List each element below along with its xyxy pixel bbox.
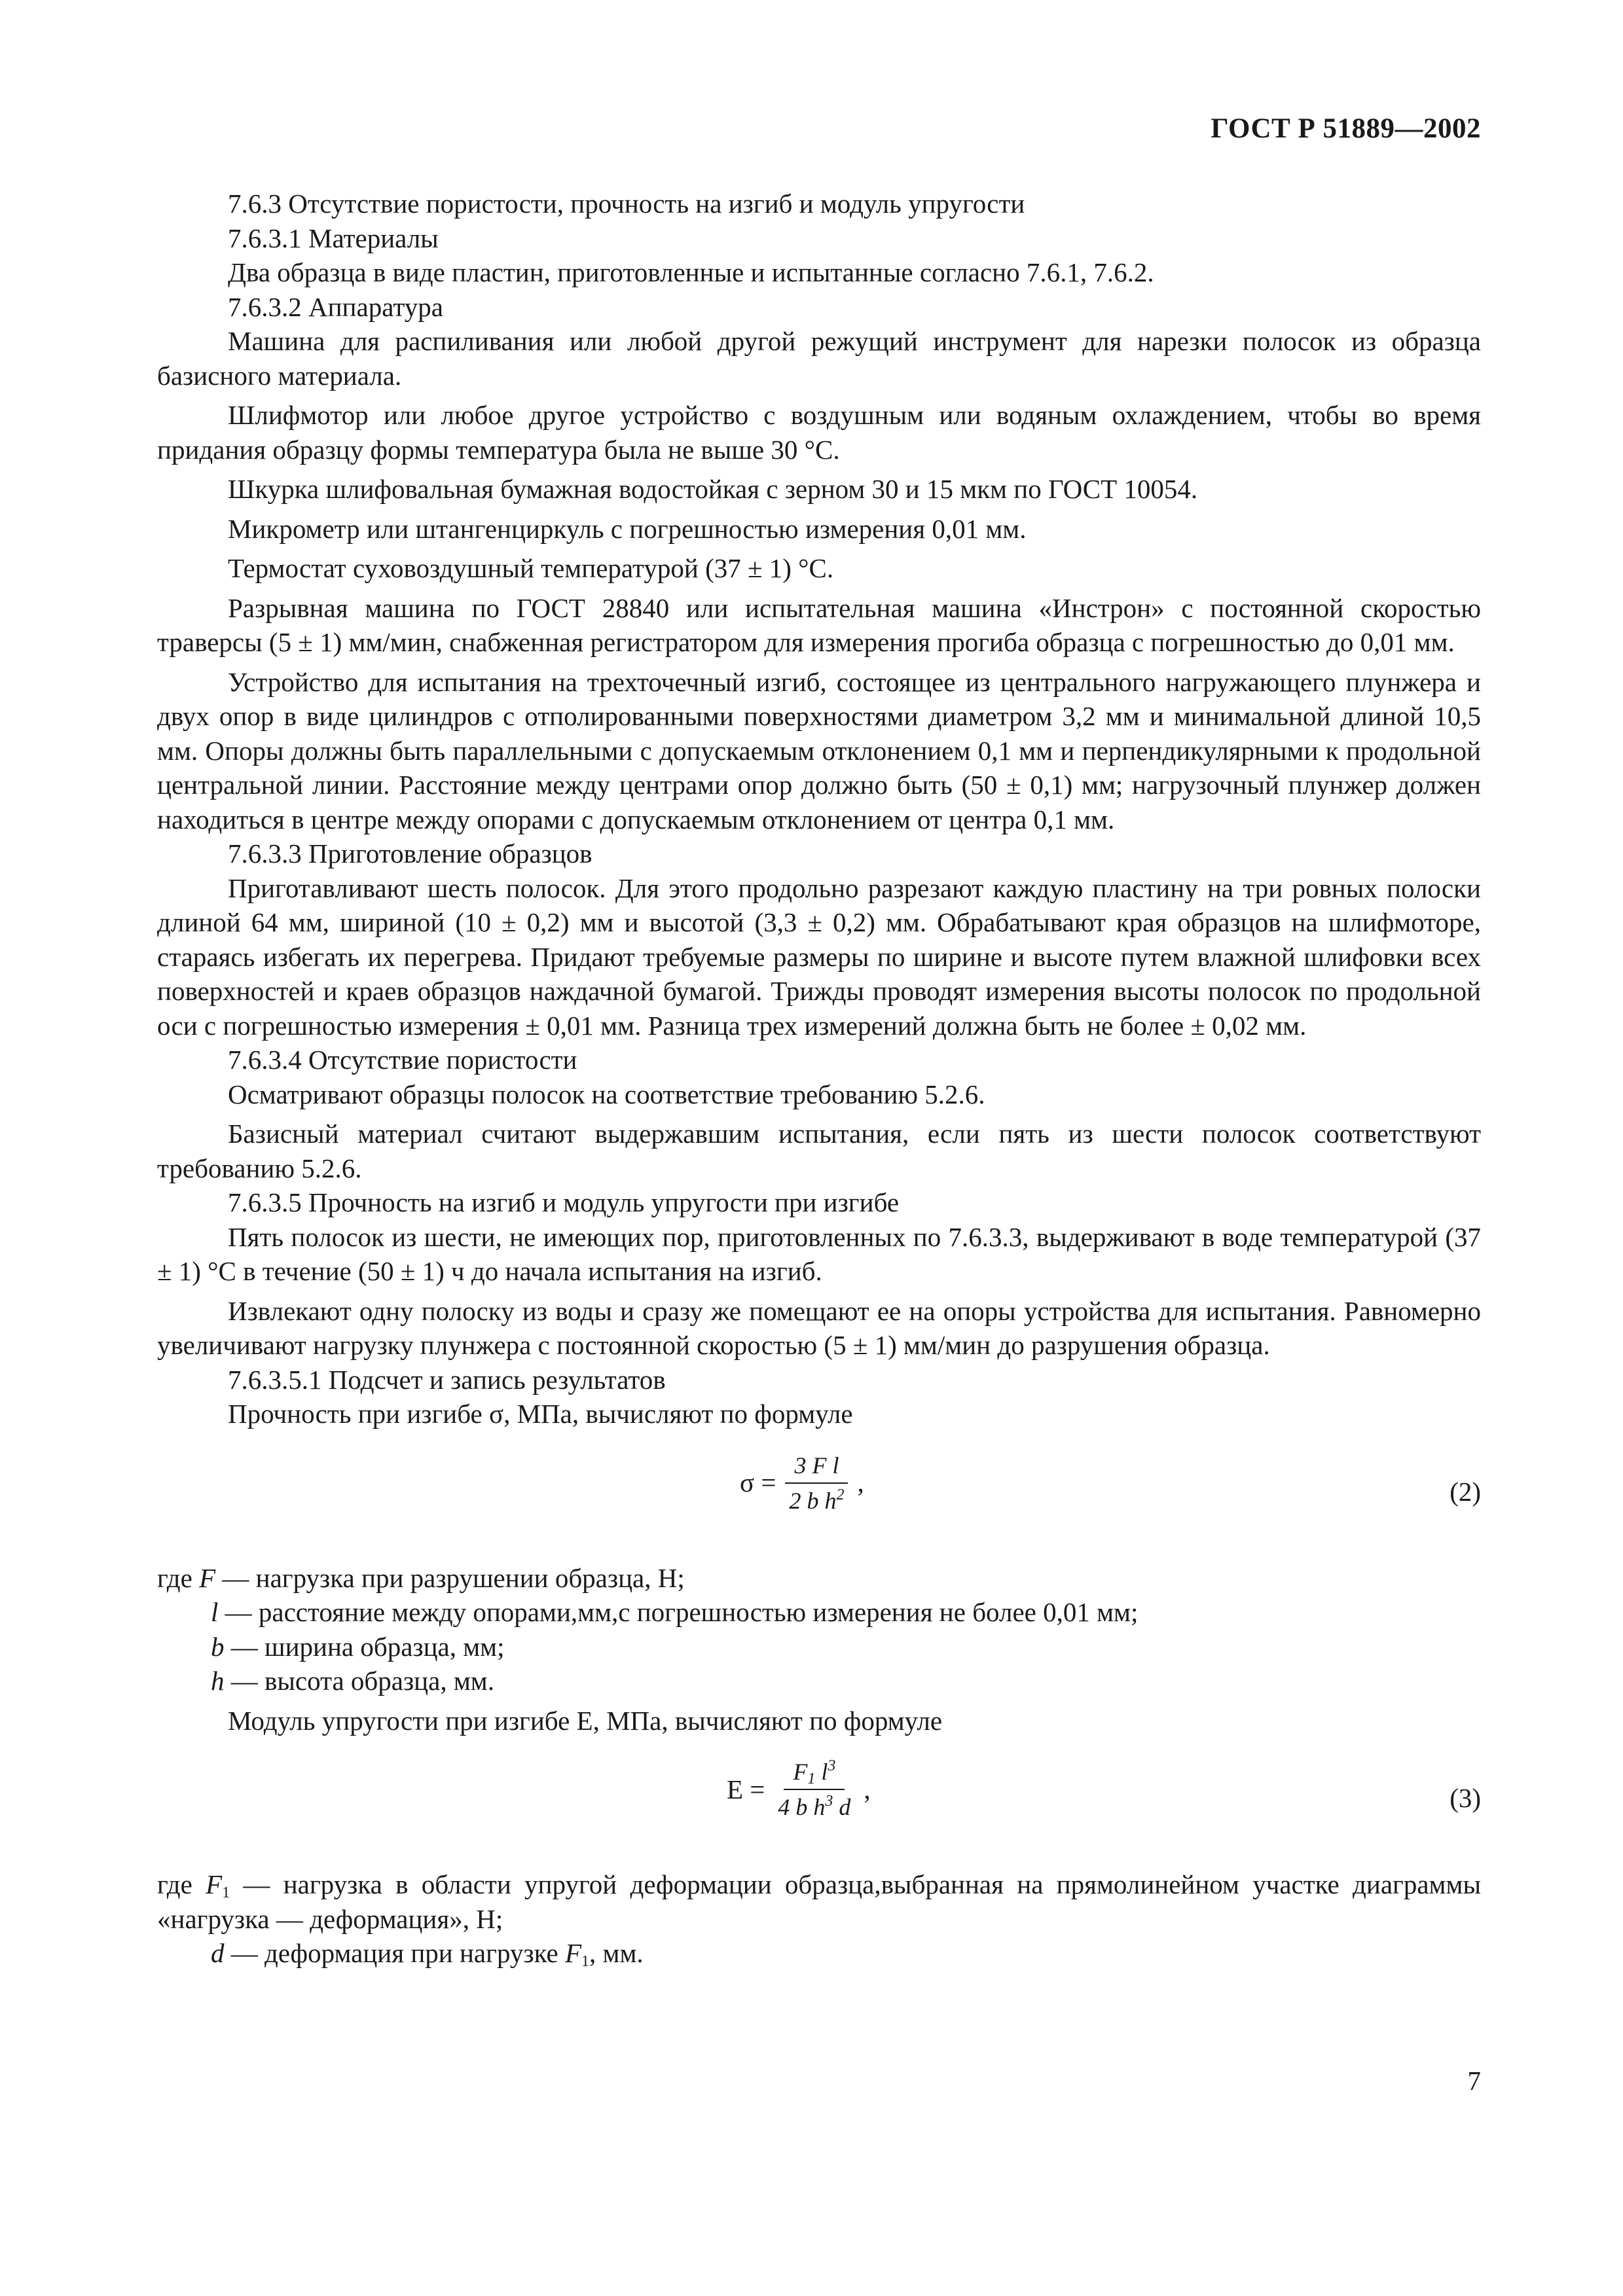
formula-3 [157,1749,1481,1848]
variable-symbol: l [211,1597,219,1627]
formula-2-lhs: σ = [740,1467,776,1498]
page-content [157,187,1481,1971]
subsection-heading: 7.6.3.4 Отсутствие пористости [228,1045,577,1075]
variable-symbol: h [211,1666,225,1696]
variable-description-end: , мм. [589,1938,644,1968]
paragraph: Прочность при изгибе σ, МПа, вычисляют по формуле [228,1399,853,1429]
variable-description: — высота образца, мм. [224,1666,494,1696]
variable-description: — нагрузка при разрушении образца, Н; [215,1562,685,1593]
formula-2-expression [740,1451,864,1515]
formula-2 [157,1443,1481,1541]
page-number: 7 [1467,2066,1481,2096]
paragraph: Два образца в виде пластин, приготовленные и испытанные согласно 7.6.1, 7.6.2. [228,257,1154,287]
paragraph: Шкурка шлифовальная бумажная водостойкая с зерном 30 и 15 мкм по ГОСТ 10054. [228,474,1198,504]
subsection-heading: 7.6.3.5 Прочность на изгиб и модуль упругости при изгибе [228,1187,900,1217]
formula-3-denominator [769,1790,860,1821]
where-list-item [157,1867,1481,1936]
document-header-standard: ГОСТ Р 51889—2002 [1211,113,1481,144]
variable-subscript: 1 [222,1884,230,1901]
formula-3-lhs: E = [727,1774,765,1804]
where-list-item [157,1664,1481,1698]
formula-3-denominator-exponent: 3 [825,1793,833,1810]
formula-3-number: (3) [1450,1783,1481,1813]
where-list-item [157,1561,1481,1596]
paragraph: Шлифмотор или любое другое устройство с воздушным или водяным охлаждением, чтобы во время придания образцу формы температура была не выше 30 °С. [157,400,1481,465]
formula-2-denominator-base: 2 b h [789,1487,837,1514]
formula-3-expression [727,1757,871,1821]
formula-3-fraction [769,1757,860,1821]
formula-2-number: (2) [1450,1476,1481,1507]
variable-symbol: F [206,1869,223,1899]
variable-description: — расстояние между опорами,мм,с погрешностью измерения не более 0,01 мм; [218,1597,1139,1627]
formula-2-exponent: 2 [836,1486,845,1503]
variable-description: — нагрузка в области упругой деформации образца,выбранная на прямолинейном участке диаграммы «нагрузка — деформация», Н; [157,1869,1481,1934]
paragraph: Модуль упругости при изгибе E, МПа, вычисляют по формуле [228,1705,943,1736]
variable-symbol: d [211,1938,225,1968]
where-lead: где [157,1869,206,1899]
where-list-item [157,1595,1481,1630]
variable-description: — ширина образца, мм; [224,1631,505,1662]
formula-3-numerator-l: l [821,1759,828,1785]
section-heading: 7.6.3 Отсутствие пористости, прочность на изгиб и модуль упругости [228,188,1025,219]
formula-2-numerator: 3 F l [785,1451,848,1484]
formula-3-denominator-d: d [839,1794,851,1820]
variable-symbol: F [564,1938,581,1968]
paragraph: Базисный материал считают выдержавшим испытания, если пять из шести полосок соответствуют требованию 5.2.6. [157,1119,1481,1183]
where-list-item [157,1630,1481,1664]
formula-3-numerator-exponent: 3 [828,1757,836,1774]
formula-2-denominator [780,1484,853,1515]
paragraph: Извлекают одну полоску из воды и сразу же помещают ее на опоры устройства для испытания. Равномерно увеличивают нагрузку плунжера с постоянной скоростью (5 ± 1) мм/мин до разрушения образца. [157,1295,1481,1360]
paragraph: Машина для распиливания или любой другой режущий инструмент для нарезки полосок из образца базисного материала. [157,326,1481,391]
paragraph: Микрометр или штангенциркуль с погрешностью измерения 0,01 мм. [228,513,1027,544]
paragraph: Осматривают образцы полосок на соответствие требованию 5.2.6. [228,1079,985,1109]
paragraph: Устройство для испытания на трехточечный изгиб, состоящее из центрального нагружающего плунжера и двух опор в виде цилиндров с отполированными поверхностями диаметром 3,2 мм и минимальной длиной 10,5 мм. Опоры должны быть параллельными с допускаемым отклонением 0,1 мм и перпендикулярными к продольной центральной линии. Расстояние между центрами опор должно быть (50 ± 0,1) мм; нагрузочный плунжер должен находиться в центре между опорами с допускаемым отклонением от центра 0,1 мм. [157,666,1481,834]
subsection-heading: 7.6.3.5.1 Подсчет и запись результатов [228,1364,666,1395]
formula-3-denominator-base: 4 b h [778,1794,826,1820]
formula-3-numerator-f: F [793,1759,808,1785]
paragraph: Пять полосок из шести, не имеющих пор, приготовленных по 7.6.3.3, выдерживают в воде температурой (37 ± 1) °С в течение (50 ± 1) ч до начала испытания на изгиб. [157,1221,1481,1286]
paragraph: Приготавливают шесть полосок. Для этого продольно разрезают каждую пластину на три ровных полоски длиной 64 мм, шириной (10 ± 0,2) мм и высотой (3,3 ± 0,2) мм. Обрабатывают края образцов на шлифмоторе, стараясь избегать их перегрева. Придают требуемые размеры по ширине и высоте путем влажной шлифовки всех поверхностей и краев образцов наждачной бумагой. Трижды проводят измерения высоты полосок по продольной оси с погрешностью измерения ± 0,01 мм. Разница трех измерений должна быть не более ± 0,02 мм. [157,872,1481,1041]
variable-symbol: F [199,1562,216,1593]
formula-3-tail: , [864,1774,871,1804]
formula-3-subscript: 1 [807,1770,816,1787]
formula-3-numerator [784,1757,845,1790]
paragraph: Термостат суховоздушный температурой (37 ± 1) °С. [228,553,834,583]
where-list-item [157,1936,1481,1971]
subsection-heading: 7.6.3.1 Материалы [228,223,439,253]
subsection-heading: 7.6.3.2 Аппаратура [228,291,443,322]
subsection-heading: 7.6.3.3 Приготовление образцов [228,838,593,869]
formula-2-fraction [780,1451,853,1515]
where-lead: где [157,1562,200,1593]
paragraph: Разрывная машина по ГОСТ 28840 или испытательная машина «Инстрон» с постоянной скоростью траверсы (5 ± 1) мм/мин, снабженная регистратором для измерения прогиба образца с погрешностью до 0,01 мм. [157,592,1481,657]
variable-symbol: b [211,1631,225,1662]
variable-description: — деформация при нагрузке [224,1938,565,1968]
formula-2-tail: , [857,1467,864,1498]
variable-subscript: 1 [581,1953,589,1970]
